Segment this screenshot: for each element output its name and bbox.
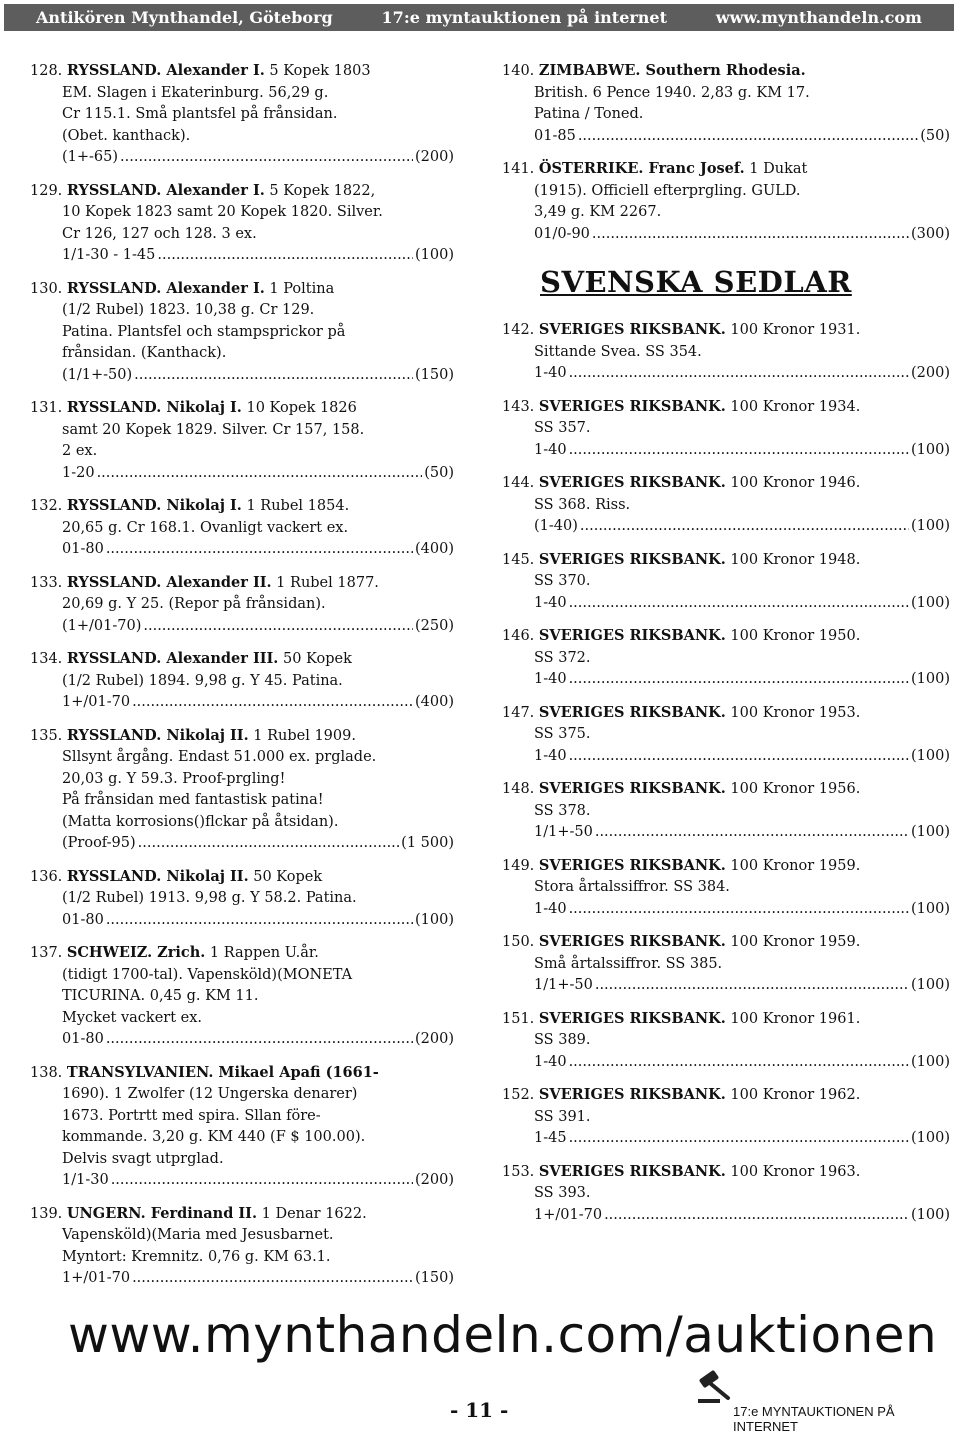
lot-number: 138.	[30, 1064, 63, 1081]
lot-description-line: Patina / Toned.	[534, 106, 644, 122]
lot-price-line	[46, 365, 454, 387]
footer-right-text: 17:e MYNTAUKTIONEN PÅ INTERNET	[733, 1404, 895, 1434]
lot-title: SVERIGES RIKSBANK.	[538, 703, 726, 721]
left-column	[30, 60, 454, 1301]
lot-item	[502, 158, 950, 245]
lot-price: (200)	[415, 149, 454, 165]
lot-item	[30, 648, 454, 714]
lot-item	[502, 778, 950, 844]
lot-description-line: Stora årtalssiffror. SS 384.	[534, 879, 730, 895]
dot-leader	[569, 669, 909, 691]
lot-number: 146.	[502, 628, 535, 644]
lot-grade: 1-40	[534, 671, 567, 687]
lot-number: 136.	[30, 868, 63, 885]
lot-price: (100)	[911, 900, 950, 917]
lot-price: (250)	[415, 617, 454, 634]
lot-grade: (1-40)	[534, 518, 578, 534]
lot-title: SVERIGES RIKSBANK.	[538, 780, 726, 797]
lot-price: (200)	[415, 1031, 454, 1047]
lot-grade: (Proof-95)	[62, 835, 136, 851]
lot-grade: 1-40	[534, 594, 567, 611]
lot-title: ZIMBABWE. Southern Rhodesia.	[538, 62, 806, 79]
lot-first-line: 100 Kronor 1934.	[725, 398, 861, 415]
lot-grade: 1/1+-50	[534, 824, 593, 840]
lot-price-line	[518, 440, 950, 462]
lot-grade: 1/1-30	[62, 1172, 109, 1188]
lot-title: SCHWEIZ. Zrich.	[66, 944, 206, 961]
lot-description-line: 10 Kopek 1823 samt 20 Kopek 1820. Silver.	[62, 204, 383, 220]
lot-number: 133.	[30, 574, 63, 591]
dot-leader	[134, 365, 413, 387]
lot-description-line: Vapensköld)(Maria med Jesusbarnet.	[62, 1227, 334, 1243]
lot-item	[502, 1084, 950, 1150]
lot-description-line: Cr 126, 127 och 128. 3 ex.	[62, 225, 257, 242]
lot-number: 145.	[502, 551, 535, 568]
lot-first-line: 100 Kronor 1961.	[725, 1010, 861, 1027]
lot-item	[30, 278, 454, 387]
right-lots-top	[502, 60, 950, 245]
lot-price: (150)	[415, 366, 454, 383]
gavel-icon	[696, 1370, 734, 1404]
lot-price: (100)	[911, 824, 950, 840]
lot-grade: 1+/01-70	[62, 694, 131, 710]
lot-number: 135.	[30, 727, 63, 744]
lot-grade: 01-80	[62, 541, 104, 557]
lot-description-line: samt 20 Kopek 1829. Silver. Cr 157, 158.	[62, 421, 365, 438]
lot-price-line	[518, 1128, 950, 1150]
lot-description-line: 1690). 1 Zwolfer (12 Ungerska denarer)	[62, 1086, 358, 1102]
lot-price: (300)	[911, 225, 950, 242]
lot-item	[502, 549, 950, 615]
lot-price-line	[46, 833, 454, 855]
lot-item	[502, 855, 950, 921]
lot-price: (100)	[911, 977, 950, 993]
lot-grade: 1+/01-70	[62, 1270, 131, 1286]
lot-title: SVERIGES RIKSBANK.	[538, 627, 726, 644]
lot-grade: 1-45	[534, 1130, 567, 1146]
dot-leader	[569, 593, 909, 615]
lot-description-line: frånsidan. (Kanthack).	[62, 345, 227, 361]
lot-title: SVERIGES RIKSBANK.	[538, 933, 726, 950]
lot-first-line: 10 Kopek 1826	[241, 400, 357, 416]
dot-leader	[604, 1205, 909, 1227]
lot-first-line: 1 Poltina	[264, 280, 335, 297]
lot-first-line: 100 Kronor 1962.	[725, 1087, 861, 1103]
lot-number: 139.	[30, 1205, 63, 1222]
lot-price: (100)	[911, 747, 950, 764]
lot-item	[30, 495, 454, 561]
lot-description-line: Sittande Svea. SS 354.	[534, 343, 702, 360]
right-column	[502, 60, 950, 1237]
lot-first-line: 100 Kronor 1959.	[725, 857, 861, 874]
lot-item	[30, 60, 454, 169]
lot-number: 130.	[30, 280, 63, 297]
lot-description-line: SS 391.	[534, 1108, 591, 1125]
lot-grade: 01-85	[534, 127, 576, 144]
dot-leader	[569, 363, 909, 385]
lot-price: (50)	[424, 464, 454, 481]
footer-url[interactable]: www.mynthandeln.com/auktionen	[68, 1306, 938, 1364]
dot-leader	[569, 1128, 909, 1150]
dot-leader	[592, 224, 909, 246]
lot-first-line: 5 Kopek 1803	[264, 63, 371, 79]
lot-number: 129.	[30, 182, 63, 199]
lot-price: (100)	[911, 594, 950, 611]
lot-price: (400)	[415, 541, 454, 557]
lot-title: SVERIGES RIKSBANK.	[538, 397, 726, 415]
page-number: - 11 -	[450, 1398, 509, 1422]
lot-description-line: Cr 115.1. Små plantsfel på frånsidan.	[62, 106, 338, 122]
lot-description-line: 20,03 g. Y 59.3. Proof-prgling!	[62, 770, 286, 787]
lot-number: 134.	[30, 651, 63, 667]
lot-item	[502, 1008, 950, 1074]
lot-item	[502, 702, 950, 768]
lot-item	[30, 1062, 454, 1192]
lot-description-line: SS 372.	[534, 649, 591, 666]
lot-number: 153.	[502, 1163, 535, 1180]
dot-leader	[580, 516, 909, 538]
lot-grade: (1+/01-70)	[62, 617, 142, 634]
dot-leader	[106, 1029, 413, 1051]
lot-item	[502, 1161, 950, 1227]
lot-first-line: 100 Kronor 1959.	[725, 934, 861, 950]
lot-first-line: 1 Denar 1622.	[257, 1205, 367, 1222]
lot-price: (100)	[415, 247, 454, 263]
lot-title: RYSSLAND. Nikolaj II.	[66, 867, 249, 885]
lot-title: RYSSLAND. Nikolaj II.	[66, 726, 249, 744]
lot-price: (100)	[911, 1053, 950, 1070]
lot-title: SVERIGES RIKSBANK.	[538, 1162, 726, 1180]
lot-title: SVERIGES RIKSBANK.	[538, 856, 726, 874]
lot-title: RYSSLAND. Nikolaj I.	[66, 399, 242, 416]
lot-price-line	[518, 1052, 950, 1074]
lot-item	[30, 725, 454, 855]
lot-title: ÖSTERRIKE. Franc Josef.	[538, 160, 745, 177]
lot-price-line	[46, 245, 454, 267]
lot-price-line	[46, 1029, 454, 1051]
lot-first-line: 100 Kronor 1946.	[725, 475, 861, 491]
lot-first-line: 50 Kopek	[278, 651, 352, 667]
lot-number: 144.	[502, 475, 535, 491]
lot-grade: 1-40	[534, 365, 567, 381]
dot-leader	[569, 1052, 909, 1074]
lot-price-line	[46, 1170, 454, 1192]
lot-number: 151.	[502, 1010, 535, 1027]
lot-item	[30, 866, 454, 932]
dot-leader	[111, 1170, 413, 1192]
lot-title: TRANSYLVANIEN. Mikael Apafi (1661-	[66, 1063, 379, 1081]
lot-description-line: (tidigt 1700-tal). Vapensköld)(MONETA	[62, 966, 353, 983]
lot-number: 142.	[502, 322, 535, 338]
lot-description-line: Patina. Plantsfel och stampsprickor på	[62, 323, 346, 340]
lot-price: (50)	[920, 127, 950, 144]
dot-leader	[97, 463, 423, 485]
lot-description-line: TICURINA. 0,45 g. KM 11.	[62, 988, 259, 1004]
lot-price: (100)	[911, 671, 950, 687]
lot-first-line: 1 Rubel 1854.	[241, 498, 350, 514]
lot-price: (1 500)	[401, 835, 454, 851]
lot-price: (200)	[415, 1172, 454, 1188]
lot-grade: 01-80	[62, 1031, 104, 1047]
lot-number: 152.	[502, 1087, 535, 1103]
lot-description-line: 2 ex.	[62, 443, 98, 459]
lot-item	[502, 319, 950, 385]
lot-description-line: SS 375.	[534, 726, 591, 742]
lot-first-line: 5 Kopek 1822,	[264, 182, 376, 199]
lot-number: 143.	[502, 398, 535, 415]
lot-grade: 1-40	[534, 900, 567, 917]
lot-item	[502, 396, 950, 462]
dot-leader	[595, 822, 909, 844]
lot-price-line	[518, 224, 950, 246]
lot-grade: 1-40	[534, 441, 567, 458]
lot-item	[502, 625, 950, 691]
dot-leader	[578, 126, 918, 148]
lot-first-line: 100 Kronor 1953.	[725, 704, 861, 721]
page-header	[4, 4, 954, 31]
lot-price: (200)	[911, 365, 950, 381]
lot-description-line: (1915). Officiell efterprgling. GULD.	[534, 182, 801, 199]
lot-description-line: Myntort: Kremnitz. 0,76 g. KM 63.1.	[62, 1248, 331, 1265]
lot-description-line: British. 6 Pence 1940. 2,83 g. KM 17.	[534, 84, 810, 101]
lot-title: RYSSLAND. Alexander I.	[66, 62, 265, 79]
lot-price: (100)	[911, 441, 950, 458]
lot-item	[30, 942, 454, 1051]
lot-price-line	[518, 363, 950, 385]
lot-title: UNGERN. Ferdinand II.	[66, 1204, 258, 1222]
lot-item	[502, 931, 950, 997]
lot-description-line: (1/2 Rubel) 1913. 9,98 g. Y 58.2. Patina.	[62, 890, 357, 906]
lot-first-line: 1 Dukat	[744, 161, 808, 177]
lot-number: 137.	[30, 945, 63, 961]
lot-price: (400)	[415, 694, 454, 710]
lot-description-line: 20,69 g. Y 25. (Repor på frånsidan).	[62, 596, 326, 612]
lot-first-line: 100 Kronor 1931.	[725, 322, 861, 338]
lot-price-line	[46, 147, 454, 169]
lot-price-line	[518, 593, 950, 615]
lot-description-line: (1/2 Rubel) 1894. 9,98 g. Y 45. Patina.	[62, 672, 343, 689]
lot-description-line: På frånsidan med fantastisk patina!	[62, 792, 324, 808]
lot-item	[30, 1203, 454, 1290]
lot-item	[502, 472, 950, 538]
lot-description-line: SS 370.	[534, 573, 591, 589]
lot-price-line	[518, 975, 950, 997]
lot-description-line: SS 378.	[534, 802, 591, 819]
lot-title: SVERIGES RIKSBANK.	[538, 474, 726, 491]
lot-first-line: 100 Kronor 1956.	[725, 781, 861, 797]
lot-grade: 1+/01-70	[534, 1206, 603, 1223]
lot-description-line: kommande. 3,20 g. KM 440 (F $ 100.00).	[62, 1129, 366, 1145]
lot-price-line	[518, 1205, 950, 1227]
lot-number: 132.	[30, 498, 63, 514]
lot-first-line: 100 Kronor 1963.	[725, 1163, 861, 1180]
lot-grade: 1-20	[62, 464, 95, 481]
lot-title: RYSSLAND. Alexander I.	[66, 181, 265, 199]
lot-first-line: 50 Kopek	[248, 868, 323, 885]
lot-item	[30, 397, 454, 484]
section-title: SVENSKA SEDLAR	[540, 265, 852, 299]
lot-description-line: 3,49 g. KM 2267.	[534, 204, 662, 220]
lot-description-line: Delvis svagt utprglad.	[62, 1150, 224, 1167]
lot-price: (100)	[415, 911, 454, 928]
lot-description-line: EM. Slagen i Ekaterinburg. 56,29 g.	[62, 84, 329, 101]
lot-number: 149.	[502, 857, 535, 874]
lot-title: RYSSLAND. Alexander III.	[66, 650, 279, 667]
lot-title: RYSSLAND. Alexander I.	[66, 279, 265, 297]
dot-leader	[569, 899, 909, 921]
lot-price: (150)	[415, 1270, 454, 1286]
lot-title: SVERIGES RIKSBANK.	[538, 550, 726, 568]
dot-leader	[569, 440, 909, 462]
dot-leader	[106, 910, 413, 932]
dot-leader	[569, 746, 909, 768]
lot-price-line	[518, 899, 950, 921]
lot-number: 131.	[30, 400, 63, 416]
lot-grade: 1/1-30 - 1-45	[62, 247, 156, 263]
lot-price-line	[518, 126, 950, 148]
lot-item	[30, 180, 454, 267]
lot-grade: (1+-65)	[62, 149, 119, 165]
lot-description-line: 20,65 g. Cr 168.1. Ovanligt vackert ex.	[62, 519, 349, 536]
dot-leader	[138, 833, 400, 855]
lot-description-line: (1/2 Rubel) 1823. 10,38 g. Cr 129.	[62, 302, 315, 318]
lot-item	[502, 60, 950, 147]
header-center: 17:e myntauktionen på internet	[381, 8, 667, 27]
lot-price: (100)	[911, 1130, 950, 1146]
lot-first-line: 1 Rappen U.år.	[205, 945, 319, 961]
lot-number: 150.	[502, 934, 535, 950]
lot-number: 140.	[502, 63, 535, 79]
lot-first-line: 100 Kronor 1950.	[725, 628, 861, 644]
lot-grade: 1/1+-50	[534, 977, 593, 993]
lot-grade: (1/1+-50)	[62, 366, 133, 383]
lot-price-line	[46, 616, 454, 638]
lot-grade: 01-80	[62, 911, 104, 928]
lot-grade: 01/0-90	[534, 225, 590, 242]
lot-price-line	[46, 539, 454, 561]
lot-first-line: 1 Rubel 1909.	[248, 727, 356, 744]
dot-leader	[132, 692, 413, 714]
dot-leader	[595, 975, 909, 997]
lot-grade: 1-40	[534, 1053, 567, 1070]
lot-number: 148.	[502, 781, 535, 797]
lot-grade: 1-40	[534, 747, 567, 764]
lot-description-line: 1673. Portrtt med spira. Sllan före-	[62, 1107, 321, 1124]
lot-price-line	[46, 1268, 454, 1290]
lot-price-line	[518, 669, 950, 691]
lot-first-line: 1 Rubel 1877.	[271, 574, 379, 591]
lot-price-line	[518, 746, 950, 768]
lot-price-line	[46, 910, 454, 932]
lot-description-line: Sllsynt årgång. Endast 51.000 ex. prglade.	[62, 749, 377, 765]
lot-price-line	[518, 822, 950, 844]
lot-number: 141.	[502, 161, 535, 177]
lot-title: SVERIGES RIKSBANK.	[538, 1009, 726, 1027]
header-right: www.mynthandeln.com	[715, 8, 922, 27]
dot-leader	[143, 616, 413, 638]
lot-price: (100)	[911, 1206, 950, 1223]
lot-price-line	[46, 692, 454, 714]
dot-leader	[132, 1268, 413, 1290]
lot-description-line: (Matta korrosions()flckar på åtsidan).	[62, 813, 339, 830]
right-lots	[502, 319, 950, 1226]
lot-description-line: Mycket vackert ex.	[62, 1009, 203, 1026]
lot-title: RYSSLAND. Nikolaj I.	[66, 497, 242, 514]
lot-price: (100)	[911, 518, 950, 534]
lot-description-line: Små årtalssiffror. SS 385.	[534, 955, 723, 972]
lot-description-line: SS 389.	[534, 1032, 591, 1048]
dot-leader	[157, 245, 413, 267]
lot-number: 128.	[30, 63, 63, 79]
lot-description-line: SS 393.	[534, 1185, 591, 1201]
lot-first-line: 100 Kronor 1948.	[725, 551, 861, 568]
lot-description-line: SS 368. Riss.	[534, 496, 631, 513]
header-left: Antikören Mynthandel, Göteborg	[36, 8, 333, 27]
lot-title: RYSSLAND. Alexander II.	[66, 573, 272, 591]
dot-leader	[106, 539, 413, 561]
lot-description-line: SS 357.	[534, 420, 591, 436]
lot-description-line: (Obet. kanthack).	[62, 127, 191, 144]
lot-title: SVERIGES RIKSBANK.	[538, 321, 726, 338]
lot-item	[30, 572, 454, 638]
lot-number: 147.	[502, 704, 535, 721]
lot-title: SVERIGES RIKSBANK.	[538, 1086, 726, 1103]
dot-leader	[120, 147, 413, 169]
lot-price-line	[46, 463, 454, 485]
lot-price-line	[518, 516, 950, 538]
